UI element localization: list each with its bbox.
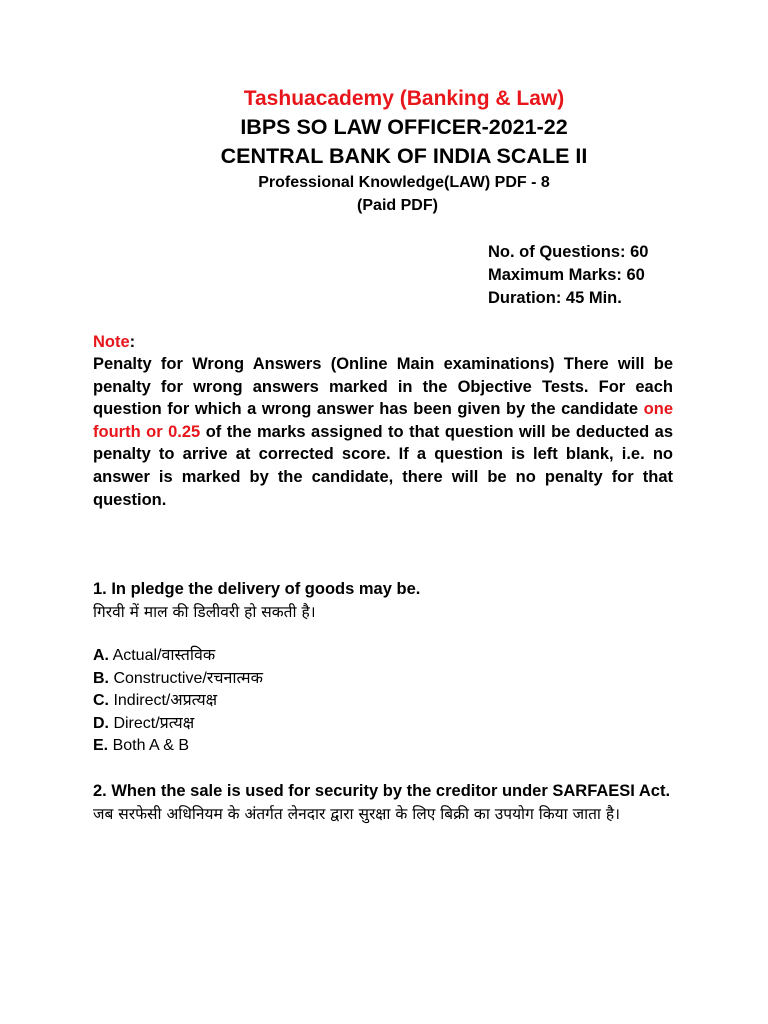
bank-title: CENTRAL BANK OF INDIA SCALE II xyxy=(220,144,588,168)
option-a xyxy=(93,645,263,668)
question-1-options xyxy=(93,645,263,758)
option-letter: E. xyxy=(93,737,109,755)
exam-title: IBPS SO LAW OFFICER-2021-22 xyxy=(240,115,568,139)
brand-title: Tashuacademy (Banking & Law) xyxy=(243,87,565,110)
note-colon: : xyxy=(129,333,136,351)
questions-count: No. of Questions: 60 xyxy=(488,243,649,261)
option-c xyxy=(93,690,263,713)
option-text: Indirect/अप्रत्यक्ष xyxy=(109,692,218,710)
question-2 xyxy=(93,780,673,825)
note-text-1: Penalty for Wrong Answers (Online Main examinations) There will be penalty for wrong answers marked in the Objective Tests. For each question for which a wrong answer has been given by the candidate xyxy=(93,355,673,419)
question-2-hindi: जब सरफेसी अधिनियम के अंतर्गत लेनदार द्वारा सुरक्षा के लिए बिक्री का उपयोग किया जाता है। xyxy=(93,804,620,823)
note-paragraph xyxy=(93,353,673,511)
note-label: Note xyxy=(93,333,130,351)
option-letter: D. xyxy=(93,714,109,732)
option-text: Both A & B xyxy=(108,737,190,755)
pdf-subtitle: Professional Knowledge(LAW) PDF - 8 xyxy=(258,174,550,191)
note-text-2: of the marks assigned to that question will be deducted as penalty to arrive at corrected score. If a question is left blank, i.e. no answer is marked by the candidate, there will be no penalty for that question. xyxy=(93,422,674,509)
question-1-hindi: गिरवी में माल की डिलीवरी हो सकती है। xyxy=(93,602,316,621)
question-1-text: 1. In pledge the delivery of goods may be. xyxy=(93,580,421,598)
option-letter: C. xyxy=(93,692,109,710)
note-highlight: one fourth or 0.25 xyxy=(93,400,673,441)
maximum-marks: Maximum Marks: 60 xyxy=(488,266,645,284)
exam-meta xyxy=(488,241,648,310)
option-text: Actual/वास्तविक xyxy=(109,647,216,664)
option-e xyxy=(93,735,263,758)
option-text: Direct/प्रत्यक्ष xyxy=(109,714,195,732)
question-2-text: 2. When the sale is used for security by the creditor under SARFAESI Act. xyxy=(93,782,671,800)
question-1 xyxy=(93,578,673,623)
option-d xyxy=(93,713,263,736)
option-letter: A. xyxy=(93,647,109,664)
option-text: Constructive/रचनात्मक xyxy=(109,669,263,687)
paid-label: (Paid PDF) xyxy=(357,197,438,214)
note-heading xyxy=(93,331,135,353)
option-b xyxy=(93,668,263,691)
option-letter: B. xyxy=(93,669,109,687)
duration: Duration: 45 Min. xyxy=(488,289,622,307)
